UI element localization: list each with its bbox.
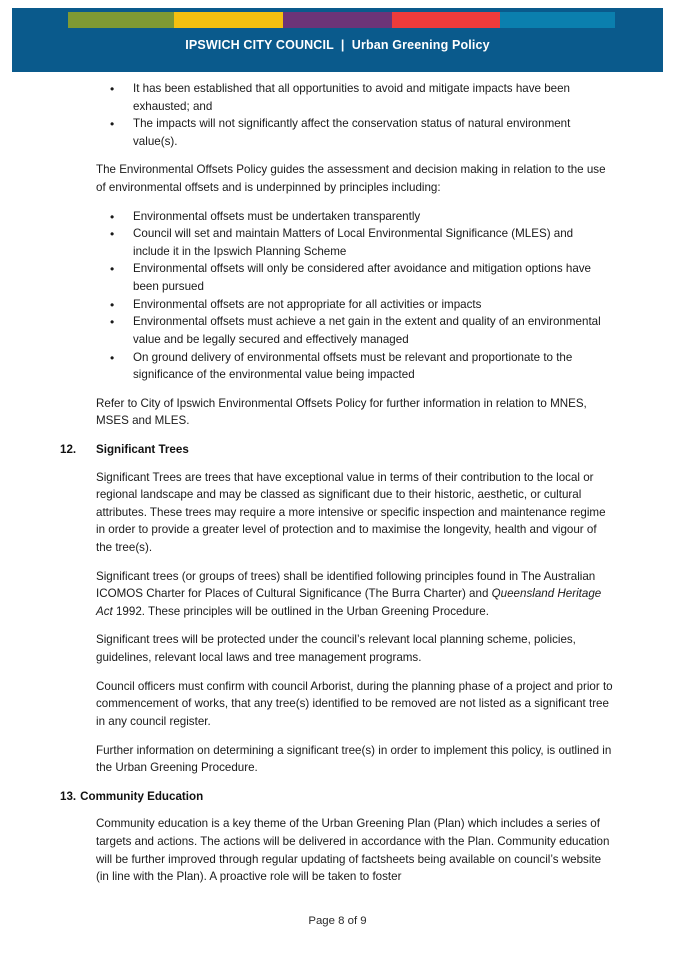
- list-item: • Environmental offsets are not appropriate for all activities or impacts: [0, 296, 675, 314]
- page-header-banner: [12, 8, 663, 72]
- page-footer: Page 8 of 9: [308, 915, 367, 927]
- paragraph-council-officers-arborist: Council officers must confirm with council Arborist, during the planning phase of a project and prior to commencement of works, that any tree(s) identified to be removed are not listed as a significant tree in any council register.: [96, 679, 613, 728]
- list-item: • Council will set and maintain Matters of Local Environmental Significance (MLES) and include it in the Ipswich Planning Scheme: [0, 225, 675, 260]
- header-title: IPSWICH CITY COUNCIL | Urban Greening Policy: [185, 38, 490, 52]
- section-number-12: 12.: [60, 442, 77, 456]
- section-heading-13: [0, 788, 675, 806]
- paragraph-further-information-trees: Further information on determining a significant tree(s) in order to implement this policy, is outlined in the Urban Greening Procedure.: [96, 743, 612, 775]
- icomos-tail-text: 1992. These principles will be outlined in the Urban Greening Procedure.: [112, 604, 489, 618]
- section-title-12: Significant Trees: [96, 442, 189, 456]
- list-item: • Environmental offsets will only be considered after avoidance and mitigation options have been pursued: [0, 260, 675, 295]
- section-heading-12: [0, 441, 675, 459]
- bullet-list-principles: [0, 208, 675, 384]
- section-title-13: Community Education: [80, 789, 204, 803]
- queensland-heritage-act-title: Queensland Heritage Act: [96, 587, 602, 618]
- list-item: • Environmental offsets must be undertaken transparently: [0, 208, 675, 226]
- paragraph-trees-protected: Significant trees will be protected under the council’s relevant local planning scheme, policies, guidelines, relevant local laws and tree management programs.: [96, 633, 576, 665]
- section-number-13: 13.: [60, 789, 77, 803]
- paragraph-offsets-intro: The Environmental Offsets Policy guides the assessment and decision making in relation to the use of environmental offsets and is underpinned by principles including:: [96, 163, 606, 195]
- bullet-list-top: [0, 80, 675, 150]
- paragraph-community-education: Community education is a key theme of the Urban Greening Plan (Plan) which includes a series of targets and actions. The actions will be delivered in accordance with the Plan. Community education will be further improved through regular updating of factsheets being available on council’s website (in line with the Plan). A proactive role will be taken to foster: [96, 817, 610, 884]
- paragraph-icomos-charter: [0, 568, 675, 621]
- paragraph-refer-offsets-policy: Refer to City of Ipswich Environmental Offsets Policy for further information in relation to MNES, MSES and MLES.: [96, 396, 587, 428]
- icomos-lead-text: Significant trees (or groups of trees) shall be identified following principles found in The Australian ICOMOS Charter for Places of Cultural Significance (The Burra Charter) and: [96, 569, 596, 601]
- list-item: • On ground delivery of environmental offsets must be relevant and proportionate to the significance of the environmental value being impacted: [0, 349, 675, 384]
- list-item: • The impacts will not significantly affect the conservation status of natural environment value(s).: [0, 115, 675, 150]
- list-item: • It has been established that all opportunities to avoid and mitigate impacts have been exhausted; and: [0, 80, 675, 115]
- list-item: • Environmental offsets must achieve a net gain in the extent and quality of an environmental value and be legally secured and effectively managed: [0, 313, 675, 348]
- document-body: [0, 80, 675, 897]
- paragraph-significant-trees-definition: Significant Trees are trees that have exceptional value in terms of their contribution to the local or regional landscape and may be classed as significant due to their historic, aesthetic, or cultural attributes. These trees may require a more intensive or specific inspection and maintenance regime in order to provide a greater level of protection and to maximise the longevity, health and vigour of the tree(s).: [96, 470, 606, 555]
